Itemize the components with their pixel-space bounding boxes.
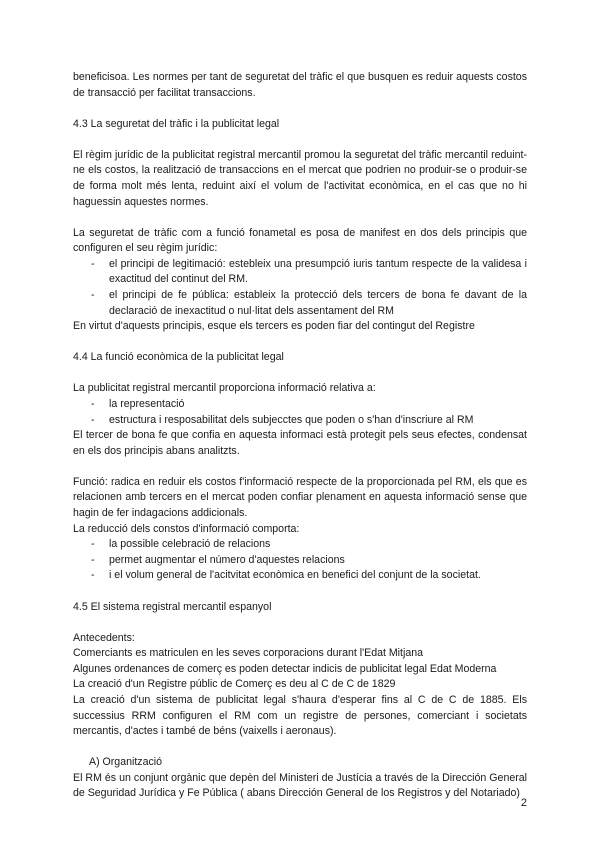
list-item: - permet augmentar el número d'aquestes relacions xyxy=(73,553,527,569)
section-4-5-heading: 4.5 El sistema registral mercantil espanyol xyxy=(73,600,272,613)
creation-paragraph: La creació d'un sistema de publicitat legal s'haura d'esperar fins al C de C de 1885. Els successius RRM configuren el RM com un registre de persones, comerciant i societats mercantis, d'actes i també de béns (vaixells i aeronaus). xyxy=(73,694,527,738)
organization-paragraph: El RM és un conjunt orgànic que depèn del Ministeri de Justícia a través de la Dirección General de Seguridad Jurídica y Fe Pública ( abans Dirección General de los Registros y del Notariado) xyxy=(73,771,527,800)
principles-list xyxy=(73,257,527,319)
section-4-4-heading: 4.4 La funció econòmica de la publicitat legal xyxy=(73,351,284,364)
list-item: - el principi de fe pública: estableix la protecció dels tercers de bona fe davant de la declaració de inexactitud o nul·litat dels assentament del RM xyxy=(73,288,527,319)
section-4-3-paragraph-1: El règim jurídic de la publicitat registral mercantil promou la seguretat del tràfic mercantil reduint-ne els costos, la realització de transaccions en el mercat que podrien no produir-se o produir-se de forma molt més lenta, reduint així el volum de l'activitat econòmica, en el cas que no hi haguessin aquestes normes. xyxy=(73,148,527,208)
list-item: - el principi de legitimació: estebleix una presumpció iuris tantum respecte de la validesa i exactitud del continut del RM. xyxy=(73,257,527,288)
section-4-3-paragraph-2: La seguretat de tràfic com a funció fonametal es posa de manifest en dos dels principis que configuren el seu règim jurídic: xyxy=(73,226,527,255)
information-list xyxy=(73,397,527,428)
list-item: - la possible celebració de relacions xyxy=(73,537,527,553)
section-4-4-paragraph-1: La publicitat registral mercantil proporciona informació relativa a: xyxy=(73,382,376,395)
antecedents-label: Antecedents: xyxy=(73,631,135,644)
list-item: - la representació xyxy=(73,397,527,413)
reduction-list xyxy=(73,537,527,584)
list-item: - estructura i resposabilitat dels subjecctes que poden o s'han d'inscriure al RM xyxy=(73,413,527,429)
section-4-3-paragraph-3: En virtut d'aquests principis, esque els tercers es poden fiar del contingut del Registre xyxy=(73,320,475,333)
page-body xyxy=(73,70,527,802)
page-number: 2 xyxy=(520,797,527,809)
section-4-4-paragraph-4: La reducció dels constos d'informació comporta: xyxy=(73,522,300,535)
section-4-4-paragraph-2: El tercer de bona fe que confia en aquesta informaci està protegit pels seus efectes, condensat en els dos principis abans analitzts. xyxy=(73,429,527,457)
antecedent-line: La creació d'un Registre públic de Comerç es deu al C de C de 1829 xyxy=(73,678,396,691)
organization-subheading: A) Organització xyxy=(89,756,163,769)
intro-paragraph: beneficisoa. Les normes per tant de seguretat del tràfic el que busquen es reduir aquests costos de transacció per facilitat transaccions. xyxy=(73,71,527,99)
section-4-4-paragraph-3: Funció: radica en reduir els costos f'informació respecte de la proporcionada pel RM, els que es relacionen amb tercers en el mercat poden confiar plenament en aquesta informació sense que hagin de fer indagacions addicionals. xyxy=(73,475,527,520)
antecedent-line: Comerciants es matriculen en les seves corporacions durant l'Edat Mitjana xyxy=(73,647,424,660)
section-4-3-heading: 4.3 La seguretat del tràfic i la publicitat legal xyxy=(73,117,280,130)
list-item: - i el volum general de l'acitvitat econòmica en benefici del conjunt de la societat. xyxy=(73,568,527,584)
antecedent-line: Algunes ordenances de comerç es poden detectar indicis de publicitat legal Edat Moderna xyxy=(73,662,497,675)
